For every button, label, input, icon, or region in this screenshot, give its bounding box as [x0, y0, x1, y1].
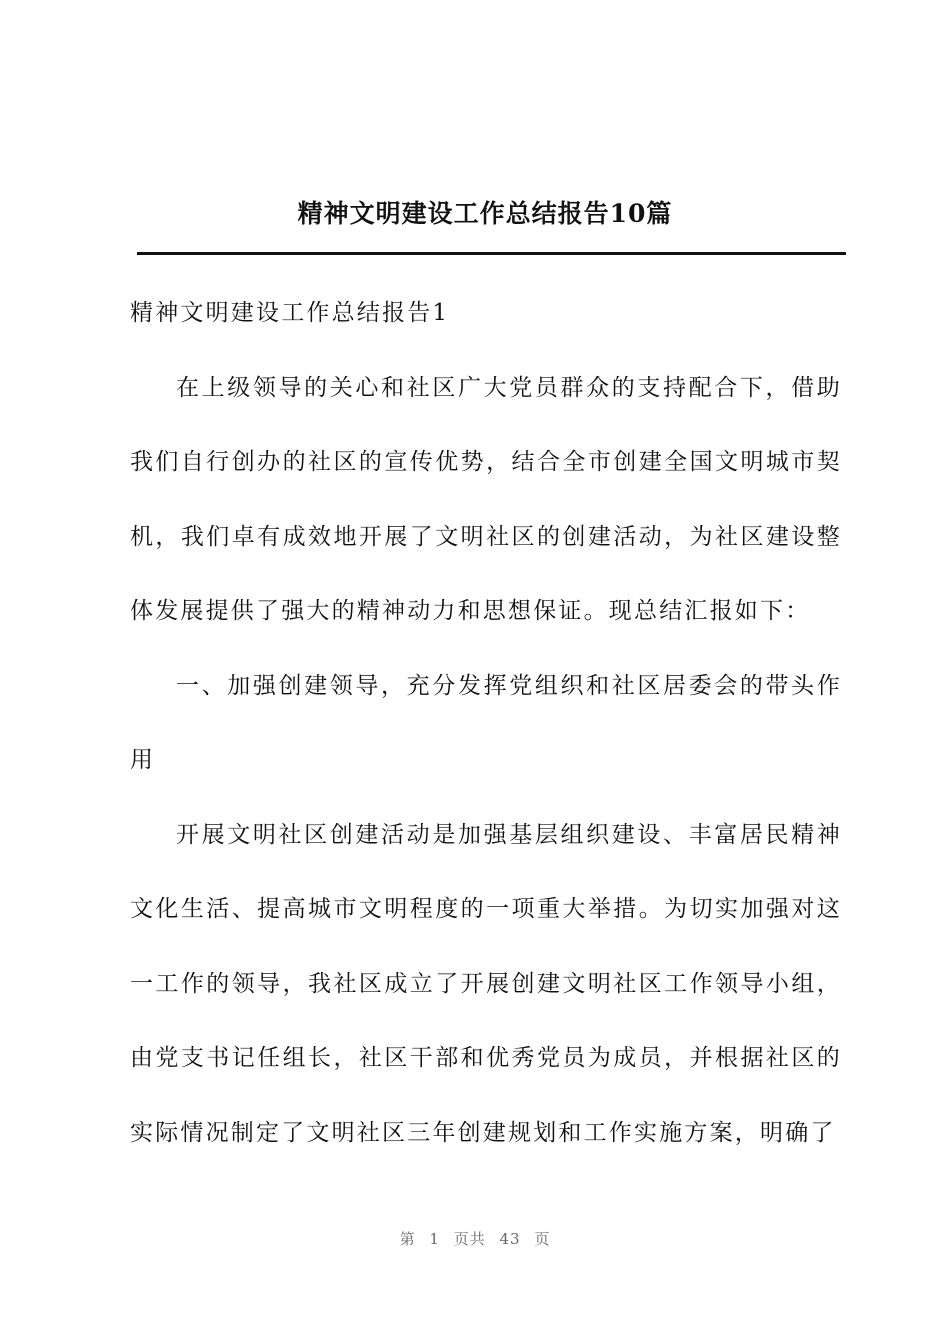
- section-heading: 一、加强创建领导，充分发挥党组织和社区居委会的带头作用: [130, 672, 842, 773]
- document-title: 精神文明建设工作总结报告10篇: [297, 199, 673, 228]
- document-body: [130, 276, 842, 1170]
- page-footer: 第 1 页共 43 页: [399, 1230, 551, 1248]
- paragraph: 开展文明社区创建活动是加强基层组织建设、丰富居民精神文化生活、提高城市文明程度的一项重大举措。为切实加强对这一工作的领导，我社区成立了开展创建文明社区工作领导小组，由党支书记任组长，社区干部和优秀党员为成员，并根据社区的实际情况制定了文明社区三年创建规划和工作实施方案，明确了: [130, 821, 842, 1146]
- section-subheading: 精神文明建设工作总结报告1: [130, 300, 450, 326]
- paragraph: 在上级领导的关心和社区广大党员群众的支持配合下，借助我们自行创办的社区的宣传优势，结合全市创建全国文明城市契机，我们卓有成效地开展了文明社区的创建活动，为社区建设整体发展提供了强大的精神动力和思想保证。现总结汇报如下：: [130, 374, 842, 624]
- title-underline: [137, 252, 846, 255]
